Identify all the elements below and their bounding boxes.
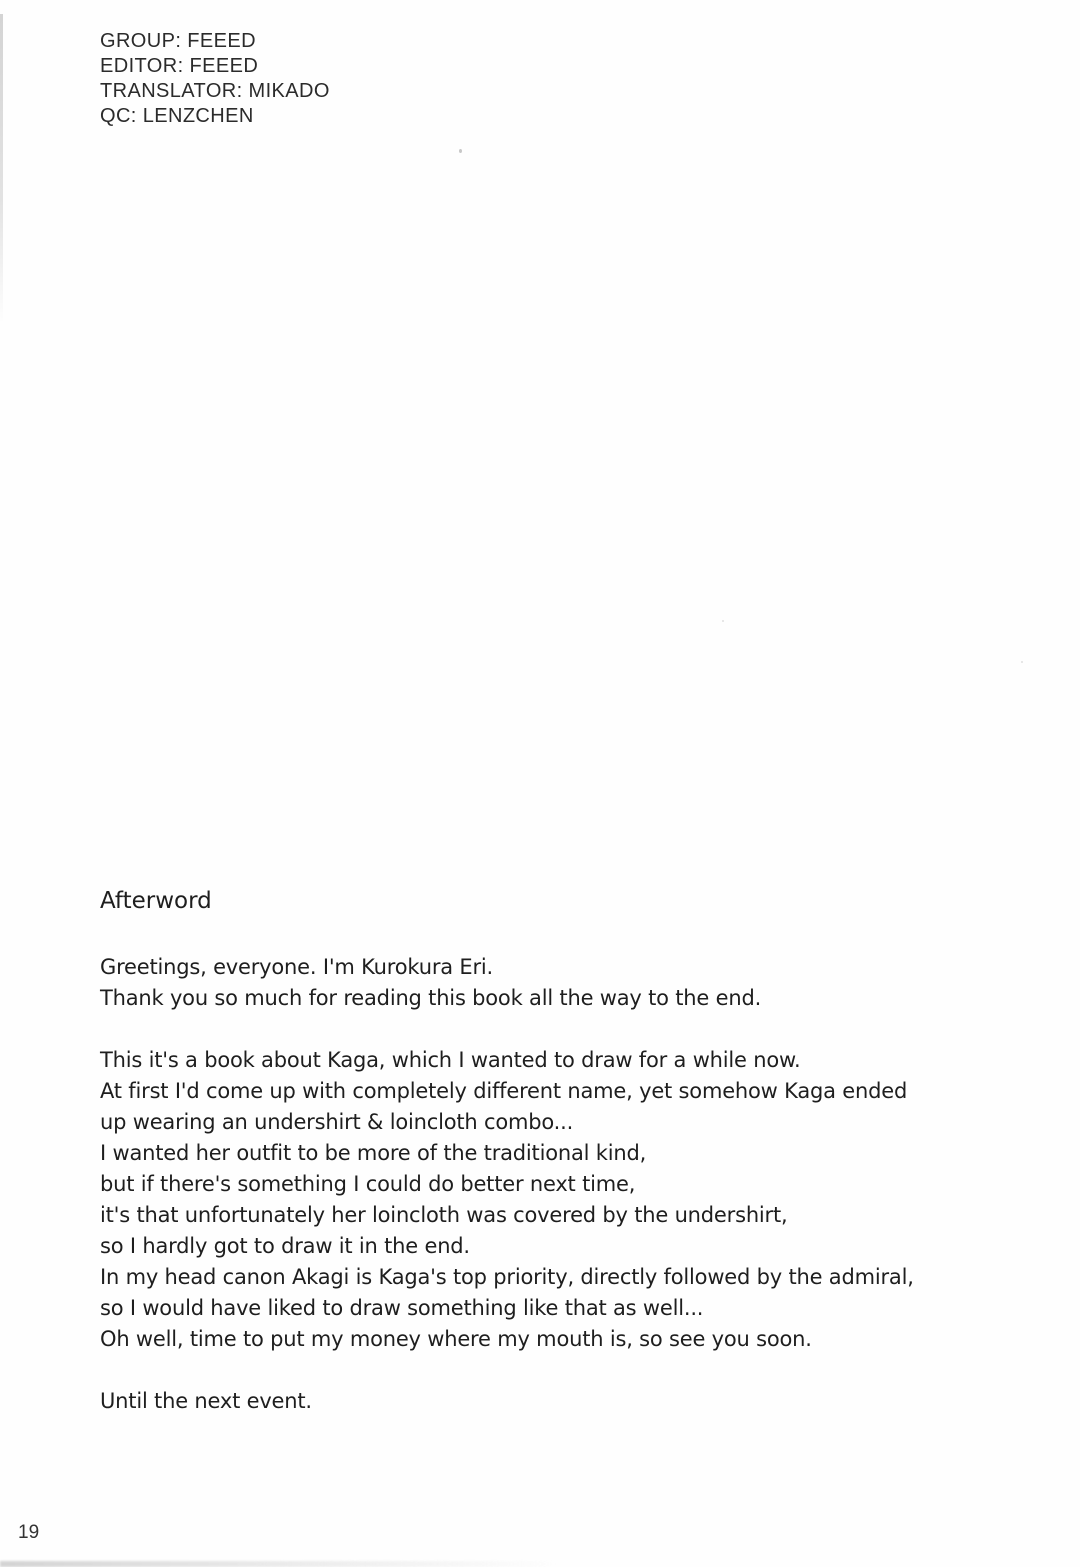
body-text-line: This it's a book about Kaga, which I wanted to draw for a while now. bbox=[100, 1048, 801, 1072]
body-text-line: Oh well, time to put my money where my mouth is, so see you soon. bbox=[100, 1327, 812, 1351]
paragraph bbox=[100, 1045, 1000, 1355]
credit-line: QC: LENZCHEN bbox=[100, 105, 254, 127]
credit-line: GROUP: FEEED bbox=[100, 30, 256, 52]
credit-line: TRANSLATOR: MIKADO bbox=[100, 80, 330, 102]
body-text-line: At first I'd come up with completely different name, yet somehow Kaga ended bbox=[100, 1079, 908, 1103]
credits-block bbox=[100, 29, 330, 129]
body-text-line: Until the next event. bbox=[100, 1389, 312, 1413]
scan-speck bbox=[1021, 661, 1023, 663]
body-text-line: so I would have liked to draw something like that as well... bbox=[100, 1296, 704, 1320]
scan-edge-artifact bbox=[0, 14, 3, 324]
body-text-line: up wearing an undershirt & loincloth combo... bbox=[100, 1110, 574, 1134]
page-number: 19 bbox=[18, 1522, 40, 1543]
afterword-section bbox=[100, 888, 1000, 1417]
body-text-line: I wanted her outfit to be more of the traditional kind, bbox=[100, 1141, 647, 1165]
paragraph bbox=[100, 1386, 1000, 1417]
body-text-line: In my head canon Akagi is Kaga's top priority, directly followed by the admiral, bbox=[100, 1265, 914, 1289]
credit-line: EDITOR: FEEED bbox=[100, 55, 259, 77]
paragraph bbox=[100, 952, 1000, 1014]
afterword-body bbox=[100, 952, 1000, 1417]
scan-speck bbox=[459, 149, 462, 153]
body-text-line: so I hardly got to draw it in the end. bbox=[100, 1234, 470, 1258]
body-text-line: it's that unfortunately her loincloth was covered by the undershirt, bbox=[100, 1203, 788, 1227]
scan-bottom-artifact bbox=[0, 1561, 560, 1567]
body-text-line: Greetings, everyone. I'm Kurokura Eri. bbox=[100, 955, 494, 979]
afterword-title: Afterword bbox=[100, 888, 212, 914]
scan-speck bbox=[722, 620, 724, 622]
body-text-line: but if there's something I could do better next time, bbox=[100, 1172, 636, 1196]
body-text-line: Thank you so much for reading this book all the way to the end. bbox=[100, 986, 762, 1010]
